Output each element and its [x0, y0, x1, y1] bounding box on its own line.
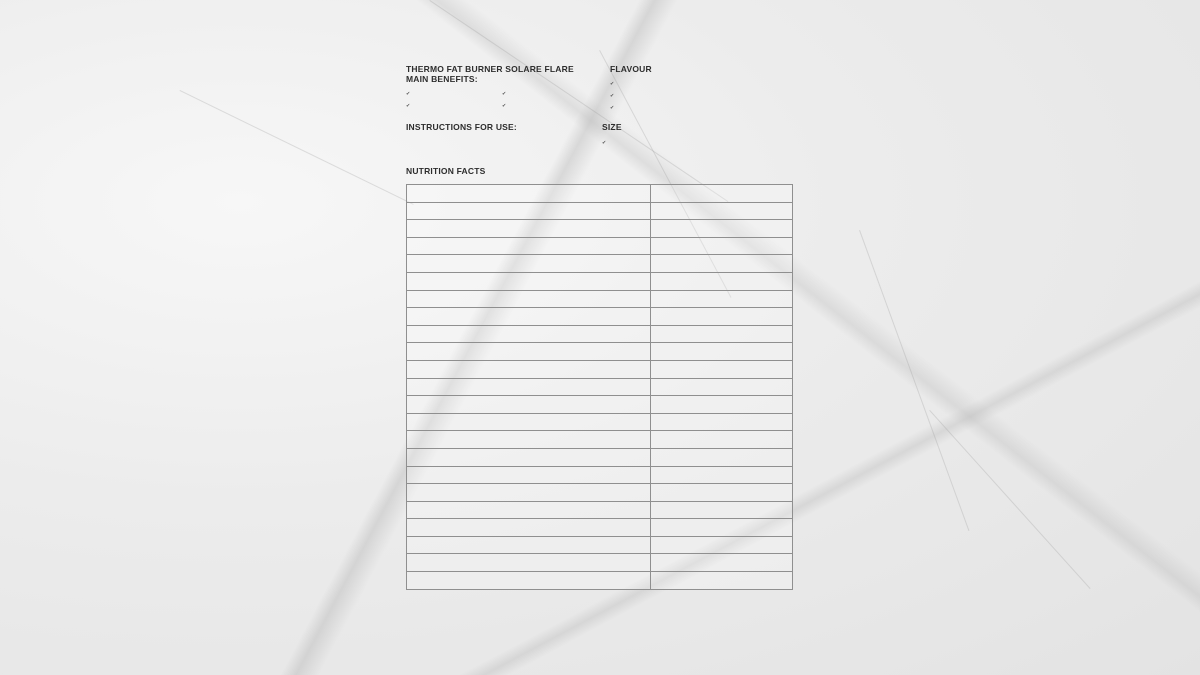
check-icon: ✔: [610, 105, 615, 111]
amount-cell: [651, 325, 793, 343]
table-row: [407, 396, 793, 414]
nutrient-cell: [407, 396, 651, 414]
nutrient-cell: [407, 272, 651, 290]
table-row: [407, 202, 793, 220]
amount-cell: [651, 466, 793, 484]
amount-cell: [651, 343, 793, 361]
nutrition-table-body: [407, 185, 793, 590]
nutrient-cell: [407, 185, 651, 203]
table-row: [407, 484, 793, 502]
check-icon: ✔: [406, 103, 411, 109]
table-row: [407, 237, 793, 255]
nutrient-cell: [407, 501, 651, 519]
flavour-heading: FLAVOUR: [610, 64, 652, 74]
nutrient-cell: [407, 554, 651, 572]
benefits-list: [406, 92, 592, 114]
table-row: [407, 343, 793, 361]
table-row: [407, 431, 793, 449]
nutrient-cell: [407, 378, 651, 396]
benefit-item: [406, 92, 496, 102]
amount-cell: [651, 202, 793, 220]
table-row: [407, 466, 793, 484]
amount-cell: [651, 255, 793, 273]
benefit-item: [502, 104, 592, 114]
flavour-item: [610, 94, 670, 104]
nutrient-cell: [407, 413, 651, 431]
table-row: [407, 413, 793, 431]
table-row: [407, 536, 793, 554]
nutrient-cell: [407, 290, 651, 308]
table-row: [407, 255, 793, 273]
check-icon: ✔: [610, 81, 615, 87]
benefit-item: [502, 92, 592, 102]
nutrition-table: [406, 184, 793, 590]
amount-cell: [651, 431, 793, 449]
table-row: [407, 290, 793, 308]
product-document: [406, 64, 794, 590]
size-list: [602, 141, 682, 151]
table-row: [407, 360, 793, 378]
amount-cell: [651, 413, 793, 431]
amount-cell: [651, 396, 793, 414]
size-section: [602, 122, 682, 151]
table-row: [407, 308, 793, 326]
table-header-row: [407, 185, 793, 203]
amount-cell: [651, 272, 793, 290]
nutrient-cell: [407, 255, 651, 273]
amount-cell: [651, 378, 793, 396]
nutrient-cell: [407, 343, 651, 361]
table-row: [407, 572, 793, 590]
amount-cell: [651, 519, 793, 537]
check-icon: ✔: [610, 93, 615, 99]
flavour-section: [610, 64, 670, 116]
size-heading: SIZE: [602, 122, 622, 132]
amount-cell: [651, 484, 793, 502]
amount-cell: [651, 360, 793, 378]
size-item: [602, 141, 682, 151]
nutrient-cell: [407, 325, 651, 343]
top-section: [406, 64, 794, 116]
nutrient-cell: [407, 360, 651, 378]
amount-cell: [651, 572, 793, 590]
nutrient-cell: [407, 572, 651, 590]
amount-cell: [651, 554, 793, 572]
nutrient-cell: [407, 484, 651, 502]
instructions-heading: INSTRUCTIONS FOR USE:: [406, 122, 517, 132]
table-row: [407, 448, 793, 466]
table-row: [407, 554, 793, 572]
table-row: [407, 325, 793, 343]
flavour-item: [610, 106, 670, 116]
nutrient-cell: [407, 519, 651, 537]
amount-cell: [651, 220, 793, 238]
nutrient-cell: [407, 308, 651, 326]
amount-cell: [651, 448, 793, 466]
table-row: [407, 519, 793, 537]
check-icon: ✔: [502, 91, 507, 97]
table-row: [407, 220, 793, 238]
amount-cell: [651, 536, 793, 554]
amount-cell: [651, 501, 793, 519]
check-icon: ✔: [602, 140, 607, 146]
nutrient-cell: [407, 220, 651, 238]
check-icon: ✔: [406, 91, 411, 97]
amount-cell: [651, 290, 793, 308]
nutrient-cell: [407, 202, 651, 220]
nutrition-heading: NUTRITION FACTS: [406, 166, 486, 176]
nutrient-cell: [407, 536, 651, 554]
benefits-heading: THERMO FAT BURNER SOLARE FLARE MAIN BENEFITS:: [406, 64, 574, 84]
benefits-section: [406, 64, 592, 116]
nutrient-cell: [407, 466, 651, 484]
nutrient-cell: [407, 431, 651, 449]
flavour-item: [610, 82, 670, 92]
amount-cell: [651, 185, 793, 203]
nutrient-cell: [407, 237, 651, 255]
instructions-section: [406, 122, 602, 151]
nutrient-cell: [407, 448, 651, 466]
amount-cell: [651, 308, 793, 326]
table-row: [407, 272, 793, 290]
second-section: [406, 122, 794, 151]
table-row: [407, 378, 793, 396]
benefit-item: [406, 104, 496, 114]
amount-cell: [651, 237, 793, 255]
check-icon: ✔: [502, 103, 507, 109]
table-row: [407, 501, 793, 519]
flavour-list: [610, 82, 670, 116]
